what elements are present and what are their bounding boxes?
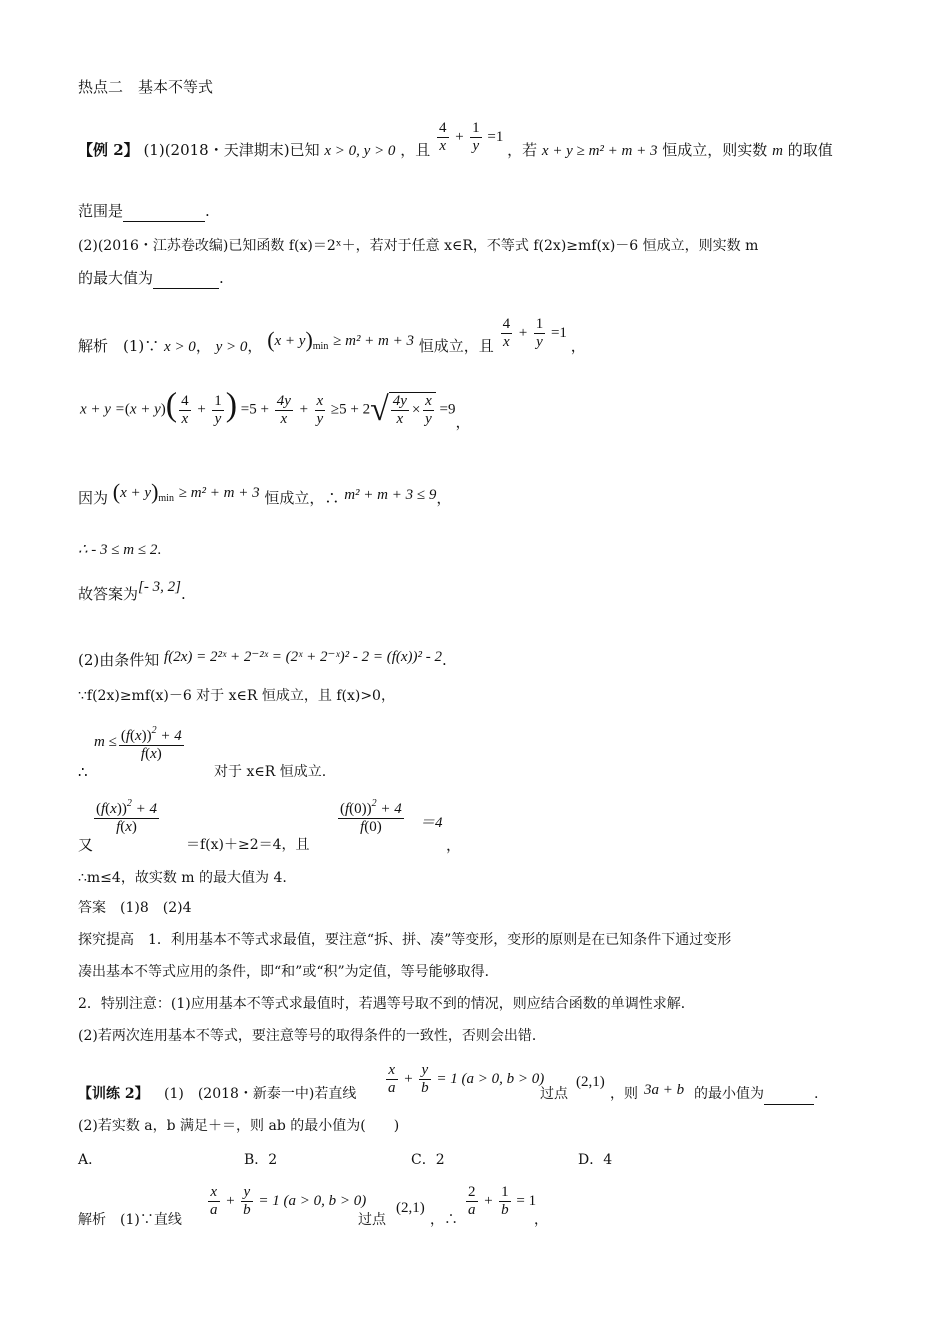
answer-text: 故答案为 xyxy=(78,585,139,603)
answer-blank xyxy=(153,268,219,289)
choice-d[interactable]: D．4 xyxy=(578,1152,613,1168)
min-expression: $(x + y)_{min}$ xyxy=(112,479,174,504)
therefore-text: ，∴ xyxy=(430,1212,458,1228)
pass-text: 过点 xyxy=(358,1212,386,1228)
period: . xyxy=(180,585,186,603)
min-inequality: ≥ m² + m + 3 xyxy=(178,485,260,501)
point-substitution: $\frac{2}{a}$ + $\frac{1}{b}$ = 1 xyxy=(468,1184,537,1218)
point: (2,1) xyxy=(396,1200,425,1216)
solution-line1 xyxy=(78,316,586,365)
q1-condition: x > 0, y > 0 xyxy=(324,142,396,159)
answer-interval: [- 3, 2] xyxy=(138,579,181,595)
choice-c[interactable]: C．2 xyxy=(411,1152,445,1168)
y-positive: y > 0 xyxy=(215,338,248,355)
m-bound-formula: m ≤ $\frac{(f(x))^2 + 4}{f(x)}$ xyxy=(94,725,182,762)
q1-range-text: 范围是 xyxy=(78,202,124,220)
target-expression: 3a + b xyxy=(644,1082,685,1098)
f2x-identity: f(2x) = 2²ˣ + 2⁻²ˣ = (2ˣ + 2⁻ˣ)² - 2 = (f(x))² - 2 xyxy=(164,649,442,665)
comma: ， xyxy=(436,489,452,507)
ratio-at-zero-formula: $\frac{(f(0))^2 + 4}{f(0)}$ xyxy=(340,798,402,835)
line-equation: $\frac{x}{a}$ + $\frac{y}{b}$ = 1 (a > 0, b > 0) xyxy=(210,1184,367,1218)
q1-text: 恒成立，则实数 xyxy=(662,140,768,159)
m-inequality: m² + m + 3 ≤ 9 xyxy=(344,487,437,503)
q1-text: ，且 xyxy=(400,140,431,159)
period: . xyxy=(157,542,162,558)
min-expression: $(x + y)_{min}$ xyxy=(267,326,329,352)
solution-label: 解析 (1)∵ xyxy=(78,336,160,355)
hold-text: 恒成立，且 xyxy=(418,336,494,355)
section-heading: 热点二 基本不等式 xyxy=(78,78,214,96)
comma: ， xyxy=(247,336,263,355)
training2-question2: (2)若实数 a，b 满足＋＝，则 ab 的最小值为( ) xyxy=(78,1118,400,1134)
q1-text: 的取值 xyxy=(787,140,833,159)
answer-blank xyxy=(123,201,205,222)
constraint-formula: $\frac{4}{x}$ + $\frac{1}{y}$ =1 xyxy=(439,120,504,154)
insight-line3: 2．特别注意：(1)应用基本不等式求最值时，若遇等号取不到的情况，则应结合函数的单调性求解． xyxy=(78,996,695,1012)
insight-line2: 凑出基本不等式应用的条件，即“和”或“积”为定值，等号能够取得． xyxy=(78,964,499,980)
solution-answer-line xyxy=(78,579,186,605)
because-text: 因为 xyxy=(78,489,109,507)
condition-text: (2)由条件知 xyxy=(78,651,160,669)
also-text: 又 xyxy=(78,836,94,854)
solution-range-line xyxy=(78,540,161,560)
choices xyxy=(78,1150,778,1170)
comma: ， xyxy=(446,836,462,854)
example2-question2: (2)(2016・江苏卷改编)已知函数 f(x)＝2ˣ＋，若对于任意 x∈R，不等式 f(2x)≥mf(x)－6 恒成立，则实数 m xyxy=(78,238,759,254)
pass-text: 过点 xyxy=(540,1086,568,1102)
comma: ， xyxy=(195,336,211,355)
example-tag: 【例 2】 xyxy=(78,140,139,159)
answer-line: 答案 (1)8 (2)4 xyxy=(78,900,192,916)
period: . xyxy=(442,651,447,669)
q1-period: . xyxy=(205,202,210,220)
m-range: ∴ - 3 ≤ m ≤ 2 xyxy=(78,542,158,558)
training-tag: 【训练 2】 xyxy=(78,1086,149,1102)
solution2-line2: ∵f(2x)≥mf(x)－6 对于 x∈R 恒成立，且 f(x)>0， xyxy=(78,688,395,704)
insight-line4: (2)若两次连用基本不等式，要注意等号的取得条件的一致性，否则会出错． xyxy=(78,1028,546,1044)
solution-because-line xyxy=(78,479,452,515)
q1-variable: m xyxy=(772,142,783,159)
ratio-value: ＝4 xyxy=(420,815,443,831)
therefore-symbol: ∴ xyxy=(78,763,88,781)
q1-tail: 的最小值为 . xyxy=(694,1084,818,1105)
then-text: ，则 xyxy=(610,1086,638,1102)
q1-text: (1) (2018・新泰一中)若直线 xyxy=(164,1086,357,1102)
solution2-line1 xyxy=(78,650,447,671)
q2-max-text: 的最大值为 xyxy=(78,269,154,287)
min-inequality: ≥ m² + m + 3 xyxy=(333,332,415,349)
example2-question2-line2 xyxy=(78,268,224,289)
q1-text: ，若 xyxy=(507,140,538,159)
q2-period: . xyxy=(219,269,224,287)
constraint-formula: $\frac{4}{x}$ + $\frac{1}{y}$ =1 xyxy=(502,316,567,350)
choice-a[interactable]: A． xyxy=(78,1152,103,1168)
example2-question1 xyxy=(78,120,833,174)
insight-line1: 探究提高 1．利用基本不等式求最值，要注意“拆、拼、凑”等变形，变形的原则是在已知条件下通过变形 xyxy=(78,932,732,948)
ratio-formula: $\frac{(f(x))^2 + 4}{f(x)}$ xyxy=(96,798,157,835)
hold-text: 对于 x∈R 恒成立. xyxy=(214,764,327,780)
x-positive: x > 0 xyxy=(164,338,196,355)
line-equation: $\frac{x}{a}$ + $\frac{y}{b}$ = 1 (a > 0, b > 0) xyxy=(388,1062,545,1096)
solution-label: 解析 (1)∵直线 xyxy=(78,1212,182,1228)
comma: ， xyxy=(570,336,586,355)
example2-question1-line2 xyxy=(78,201,210,222)
solution2-conclusion: ∴m≤4，故实数 m 的最大值为 4. xyxy=(78,870,287,886)
q1-text: (1)(2018・天津期末)已知 xyxy=(143,140,320,159)
expansion-formula: x + y =(x + y)( $\frac{4}{x}$ + $\frac{1}{y}$ ) =5 + $\frac{4y}{x}$ + $\frac{x}{y}$ ≥5 + 2√ $\frac{4y}{x}$ × $\frac{x}{y}$ =9， xyxy=(80,386,471,432)
choice-b[interactable]: B．2 xyxy=(244,1152,278,1168)
q1-inequality: x + y ≥ m² + m + 3 xyxy=(541,142,658,159)
comma: ， xyxy=(534,1212,548,1228)
therefore-text: 恒成立，∴ xyxy=(264,489,340,507)
point: (2,1) xyxy=(576,1074,605,1090)
ratio-mid-text: ＝f(x)＋≥2＝4，且 xyxy=(186,837,310,853)
